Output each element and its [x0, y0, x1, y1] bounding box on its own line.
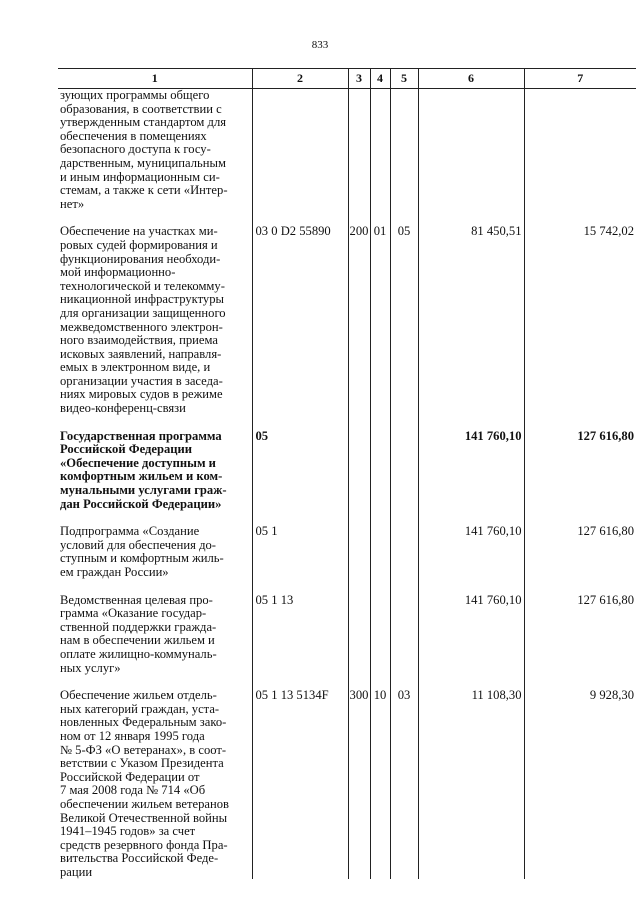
row-value-2020-cell: 127 616,80 — [524, 525, 636, 593]
row-code-cell — [252, 89, 348, 226]
header-col-6: 6 — [418, 69, 524, 89]
row-pr-cell — [390, 430, 418, 526]
row-rz-cell: 01 — [370, 225, 390, 429]
header-col-3: 3 — [348, 69, 370, 89]
row-rz-cell — [370, 89, 390, 226]
row-pr-cell — [390, 525, 418, 593]
budget-table — [58, 68, 636, 879]
table-row — [58, 689, 636, 879]
row-name-cell: зующих программы общего образования, в соответствии с утвержденным стандартом для обеспечения в помещениях безопасного доступа к госу- дарственным, муниципальным и иным информационным си- стемам, а также к сети «Интер- нет» — [60, 88, 228, 211]
row-value-2019-cell: 141 760,10 — [418, 594, 524, 690]
row-name-cell: Обеспечение жильем отдель- ных категорий граждан, уста- новленных Федеральным зако- ном от 12 января 1995 года № 5-ФЗ «О ветеранах», в соот- ветствии с Указом Президента Российской Федерации от 7 мая 2008 года № 714 «Об обеспечении жильем ветеранов Великой Отечественной войны 1941–1945 годов» за счет средств резервного фонда Пра- вительства Российской Феде- рации — [60, 688, 229, 879]
row-value-2020-cell: 127 616,80 — [524, 430, 636, 526]
row-rz-cell — [370, 430, 390, 526]
header-col-4: 4 — [370, 69, 390, 89]
row-value-2020-cell: 127 616,80 — [524, 594, 636, 690]
row-rz-cell — [370, 594, 390, 690]
row-name-cell: Обеспечение на участках ми- ровых судей формирования и функционирования необходи- мой информационно- технологической и телекомму- никационной инфраструктуры для организации защищенного межведомственного электрон- ного взаимодействия, приема исковых заявлений, направля- емых в электронном виде, и организации участия в заседа- ниях мировых судов в режиме видео-конференц-связи — [60, 224, 226, 416]
row-vr-cell — [348, 89, 370, 226]
row-vr-cell: 300 — [348, 689, 370, 879]
row-vr-cell — [348, 430, 370, 526]
row-code-cell: 05 1 13 5134F — [252, 689, 348, 879]
row-code-cell: 05 1 — [252, 525, 348, 593]
row-value-2019-cell: 141 760,10 — [418, 430, 524, 526]
row-vr-cell — [348, 525, 370, 593]
table-row — [58, 525, 636, 593]
table-row — [58, 89, 636, 226]
header-row — [58, 69, 636, 89]
row-pr-cell — [390, 89, 418, 226]
row-name-cell: Государственная программа Российской Федерации «Обеспечение доступным и комфортным жильем и ком- мунальными услугами граж- дан Российской Федерации» — [60, 428, 227, 511]
row-name-cell: Ведомственная целевая про- грамма «Оказание государ- ственной поддержки гражда- нам в обеспечении жильем и оплате жилищно-коммуналь- ных услуг» — [60, 592, 217, 675]
row-rz-cell: 10 — [370, 689, 390, 879]
row-value-2020-cell — [524, 89, 636, 226]
header-col-5: 5 — [390, 69, 418, 89]
page-number: 833 — [311, 39, 329, 51]
row-value-2019-cell — [418, 89, 524, 226]
table-row — [58, 430, 636, 526]
table-row — [58, 225, 636, 429]
header-col-2: 2 — [252, 69, 348, 89]
row-code-cell: 03 0 D2 55890 — [252, 225, 348, 429]
table-row — [58, 594, 636, 690]
row-vr-cell — [348, 594, 370, 690]
row-value-2020-cell: 9 928,30 — [524, 689, 636, 879]
row-pr-cell: 03 — [390, 689, 418, 879]
row-value-2019-cell: 81 450,51 — [418, 225, 524, 429]
header-col-7: 7 — [524, 69, 636, 89]
row-code-cell: 05 — [252, 430, 348, 526]
row-value-2020-cell: 15 742,02 — [524, 225, 636, 429]
row-pr-cell — [390, 594, 418, 690]
row-vr-cell: 200 — [348, 225, 370, 429]
row-rz-cell — [370, 525, 390, 593]
row-value-2019-cell: 11 108,30 — [418, 689, 524, 879]
row-pr-cell: 05 — [390, 225, 418, 429]
row-value-2019-cell: 141 760,10 — [418, 525, 524, 593]
row-code-cell: 05 1 13 — [252, 594, 348, 690]
header-col-1: 1 — [58, 69, 252, 89]
row-name-cell: Подпрограмма «Создание условий для обеспечения до- ступным и комфортным жиль- ем граждан России» — [60, 524, 224, 579]
